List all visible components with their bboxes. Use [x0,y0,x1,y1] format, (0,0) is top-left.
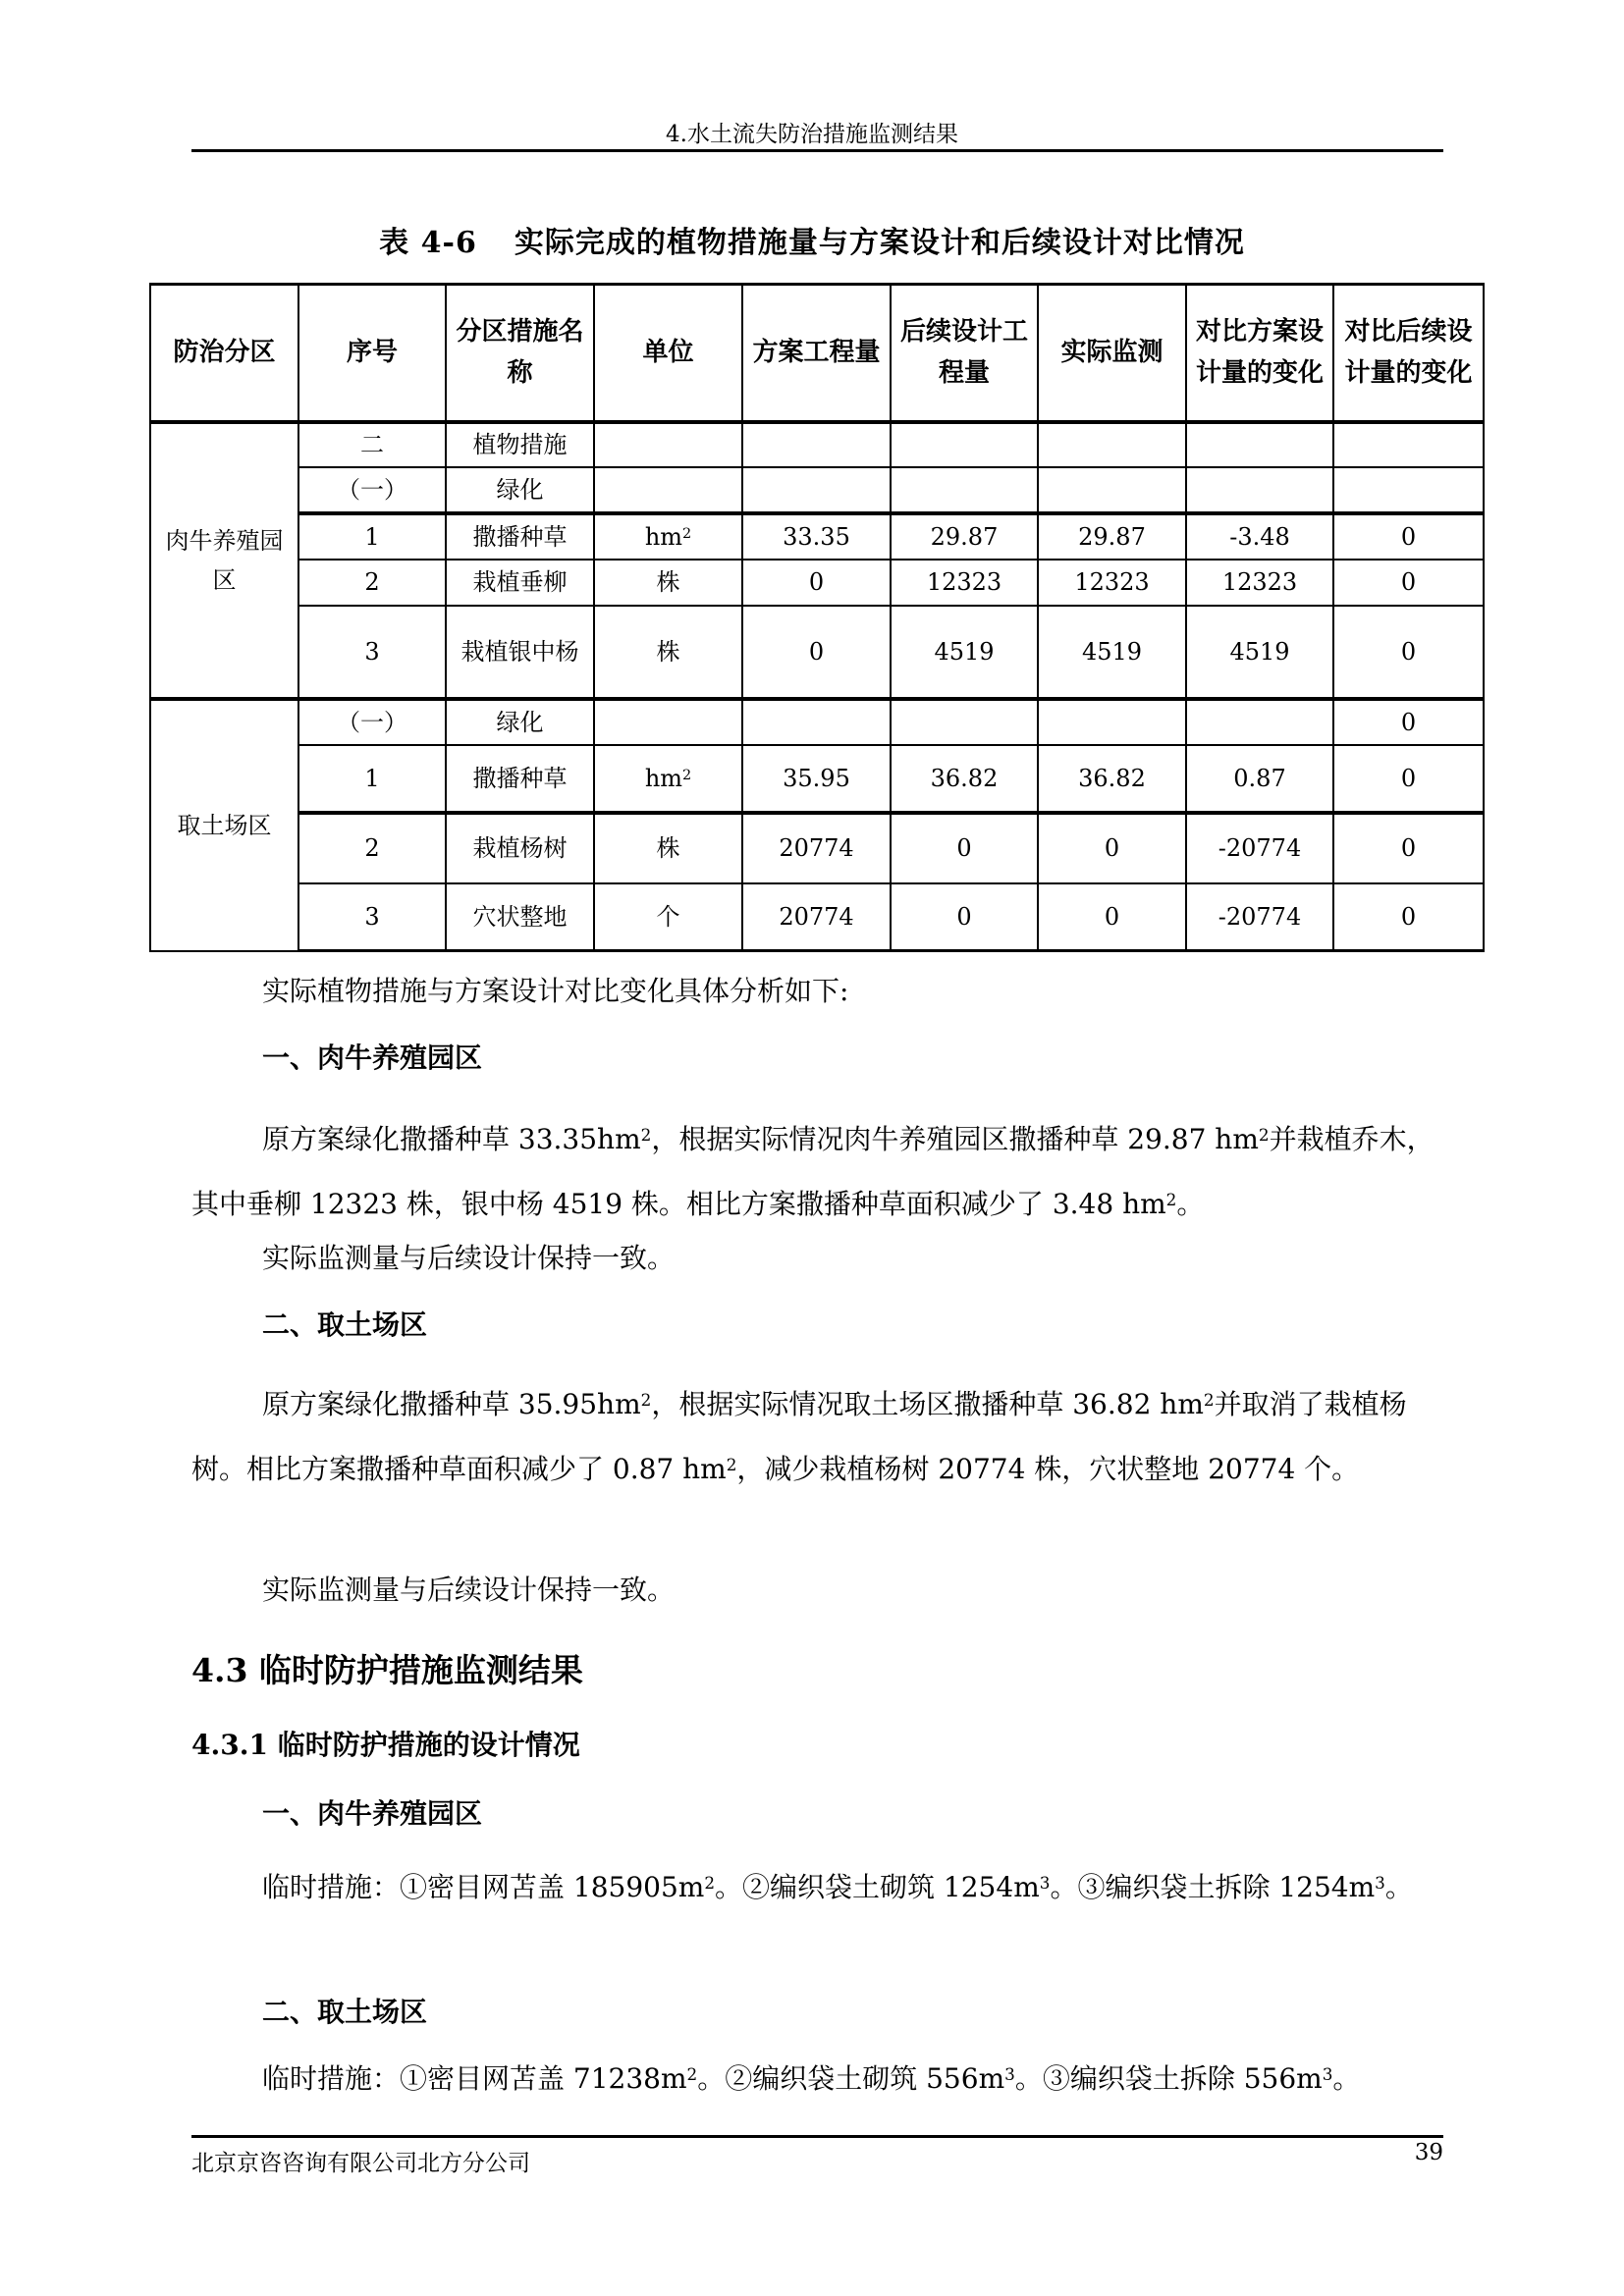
superscript: 2 [686,2064,698,2085]
cell-followup: 12323 [891,560,1038,606]
cell-unit [594,745,742,813]
cell-actual: 36.82 [1038,745,1186,813]
superscript: 3 [1039,1873,1051,1894]
running-header: 4.水土流失防治措施监测结果 [666,122,958,147]
cell-followup: 0 [891,883,1038,951]
cell-diff-plan: 4519 [1186,606,1333,699]
paragraph-borrow-area [191,1372,1443,1502]
cell-diff-plan: -20774 [1186,813,1333,883]
cell-seq: （一） [298,467,446,513]
table-row [150,745,1484,813]
superscript: 3 [1375,1873,1385,1894]
cell-actual: 4519 [1038,606,1186,699]
footer-company: 北京京咨咨询有限公司北方分公司 [191,2151,530,2176]
page-number: 39 [1414,2140,1443,2165]
zone-cell: 肉牛养殖园区 [150,422,298,699]
cell-followup [891,422,1038,467]
cell-unit [594,606,742,699]
table-row [150,513,1484,560]
cell-followup: 29.87 [891,513,1038,560]
superscript: 2 [1258,1125,1270,1146]
cell-actual [1038,467,1186,513]
cell-unit [594,513,742,560]
text-run: 原方案绿化撒播种草 33.35hm [262,1123,641,1155]
cell-diff-followup [1333,467,1484,513]
cell-diff-plan [1186,467,1333,513]
cell-plan: 33.35 [742,513,891,560]
cell-plan: 20774 [742,813,891,883]
table-row [150,422,1484,467]
cell-actual: 29.87 [1038,513,1186,560]
cell-diff-plan [1186,422,1333,467]
table-row [150,560,1484,606]
cell-actual: 0 [1038,813,1186,883]
cell-seq: 3 [298,883,446,951]
cell-name: 绿化 [446,467,594,513]
cell-followup [891,467,1038,513]
text-run: 临时措施：①密目网苫盖 185905m [262,1871,705,1903]
table-row [150,883,1484,951]
cell-diff-followup: 0 [1333,560,1484,606]
text-run: 。②编织袋土砌筑 1254m [715,1871,1040,1903]
temp-paragraph-cattle-park [191,1855,1443,1920]
cell-diff-plan: 0.87 [1186,745,1333,813]
text-run: 临时措施：①密目网苫盖 71238m [262,2062,687,2095]
text-run: ，根据实际情况取土场区撒播种草 36.82 hm [651,1388,1204,1420]
cell-unit [594,422,742,467]
text-run: 。③编织袋土拆除 1254m [1050,1871,1376,1903]
cell-plan [742,467,891,513]
table-title: 实际完成的植物措施量与方案设计和后续设计对比情况 [514,226,1245,260]
cell-diff-followup: 0 [1333,513,1484,560]
text-run: ，根据实际情况肉牛养殖园区撒播种草 29.87 hm [651,1123,1259,1155]
superscript: 3 [1004,2064,1015,2085]
cell-followup: 0 [891,813,1038,883]
text-run: 。 [1332,2062,1361,2095]
cell-name: 栽植杨树 [446,813,594,883]
unit-text: hm [644,522,683,551]
col-header-unit: 单位 [594,285,742,422]
cell-plan: 0 [742,560,891,606]
unit-superscript: 2 [682,768,692,784]
header-rule [191,149,1443,152]
cell-seq: （一） [298,699,446,745]
temp-paragraph-borrow-area [191,2059,1443,2099]
cell-plan: 35.95 [742,745,891,813]
section-heading-borrow-area: 二、取土场区 [262,1308,428,1341]
cell-followup: 36.82 [891,745,1038,813]
unit-text: 株 [656,568,680,596]
cell-seq: 2 [298,560,446,606]
cell-name: 栽植垂柳 [446,560,594,606]
cell-followup [891,699,1038,745]
text-run: 。③编织袋土拆除 556m [1014,2062,1323,2095]
section-title-4-3: 4.3 临时防护措施监测结果 [191,1651,583,1689]
text-run: 原方案绿化撒播种草 35.95hm [262,1388,641,1420]
col-header-name: 分区措施名称 [446,285,594,422]
cell-seq: 2 [298,813,446,883]
cell-name: 穴状整地 [446,883,594,951]
subsection-title-4-3-1: 4.3.1 临时防护措施的设计情况 [191,1729,580,1761]
unit-text: 株 [656,637,680,666]
cell-unit [594,560,742,606]
unit-superscript: 2 [682,526,692,543]
cell-actual [1038,699,1186,745]
cell-diff-plan: 12323 [1186,560,1333,606]
table-header-row [150,285,1484,422]
superscript: 2 [726,1455,737,1475]
section-heading-cattle-park: 一、肉牛养殖园区 [262,1041,483,1074]
col-header-plan: 方案工程量 [742,285,891,422]
comparison-table [149,283,1485,952]
col-header-zone: 防治分区 [150,285,298,422]
unit-text: hm [644,764,683,792]
paragraph-cattle-park [191,1107,1443,1237]
table-number: 表 4-6 [379,226,477,260]
cell-followup: 4519 [891,606,1038,699]
cell-unit [594,813,742,883]
cell-actual [1038,422,1186,467]
cell-name: 栽植银中杨 [446,606,594,699]
table-row [150,606,1484,699]
cell-diff-plan: -3.48 [1186,513,1333,560]
cell-unit [594,699,742,745]
cell-diff-followup: 0 [1333,699,1484,745]
zone-cell: 取土场区 [150,699,298,951]
cell-name: 撒播种草 [446,513,594,560]
superscript: 2 [704,1873,716,1894]
cell-name: 撒播种草 [446,745,594,813]
cell-actual: 0 [1038,883,1186,951]
text-run: 。②编织袋土砌筑 556m [697,2062,1005,2095]
cell-seq: 3 [298,606,446,699]
temp-heading-borrow-area: 二、取土场区 [262,1996,428,2028]
text-run: ，减少栽植杨树 20774 株，穴状整地 20774 个。 [736,1453,1360,1485]
analysis-intro: 实际植物措施与方案设计对比变化具体分析如下: [262,975,849,1007]
text-run: 并栽植乔木，其中垂柳 12323 株，银中杨 4519 株。相比方案撒播种草面积减少了 3.48 hm [191,1123,1435,1220]
paragraph-cattle-park-consistent: 实际监测量与后续设计保持一致。 [262,1242,676,1274]
cell-plan [742,699,891,745]
text-run: 。 [1384,1871,1413,1903]
table-row [150,467,1484,513]
table-caption [0,218,1624,261]
col-header-followup: 后续设计工程量 [891,285,1038,422]
unit-text: 株 [656,834,680,862]
superscript: 2 [640,1390,652,1411]
cell-diff-plan: -20774 [1186,883,1333,951]
cell-diff-followup: 0 [1333,745,1484,813]
paragraph-borrow-area-consistent: 实际监测量与后续设计保持一致。 [262,1574,676,1606]
cell-plan: 0 [742,606,891,699]
footer-rule [191,2135,1443,2138]
cell-unit [594,883,742,951]
cell-actual: 12323 [1038,560,1186,606]
temp-heading-cattle-park: 一、肉牛养殖园区 [262,1797,483,1830]
cell-seq: 1 [298,745,446,813]
cell-diff-followup: 0 [1333,606,1484,699]
superscript: 2 [640,1125,652,1146]
cell-seq: 1 [298,513,446,560]
cell-unit [594,467,742,513]
col-header-actual: 实际监测 [1038,285,1186,422]
cell-plan: 20774 [742,883,891,951]
col-header-diff-followup: 对比后续设计量的变化 [1333,285,1484,422]
table-row [150,699,1484,745]
text-run: 。 [1176,1188,1205,1220]
cell-diff-followup: 0 [1333,813,1484,883]
col-header-seq: 序号 [298,285,446,422]
superscript: 2 [1165,1190,1177,1210]
cell-diff-followup [1333,422,1484,467]
superscript: 3 [1322,2064,1333,2085]
cell-diff-plan [1186,699,1333,745]
text-run: 并取消了栽植杨树。相比方案撒播种草面积减少了 0.87 hm [191,1388,1407,1485]
col-header-diff-plan: 对比方案设计量的变化 [1186,285,1333,422]
cell-diff-followup: 0 [1333,883,1484,951]
cell-name: 植物措施 [446,422,594,467]
cell-plan [742,422,891,467]
cell-name: 绿化 [446,699,594,745]
cell-seq: 二 [298,422,446,467]
superscript: 2 [1203,1390,1215,1411]
table-row [150,813,1484,883]
unit-text: 个 [656,902,680,931]
